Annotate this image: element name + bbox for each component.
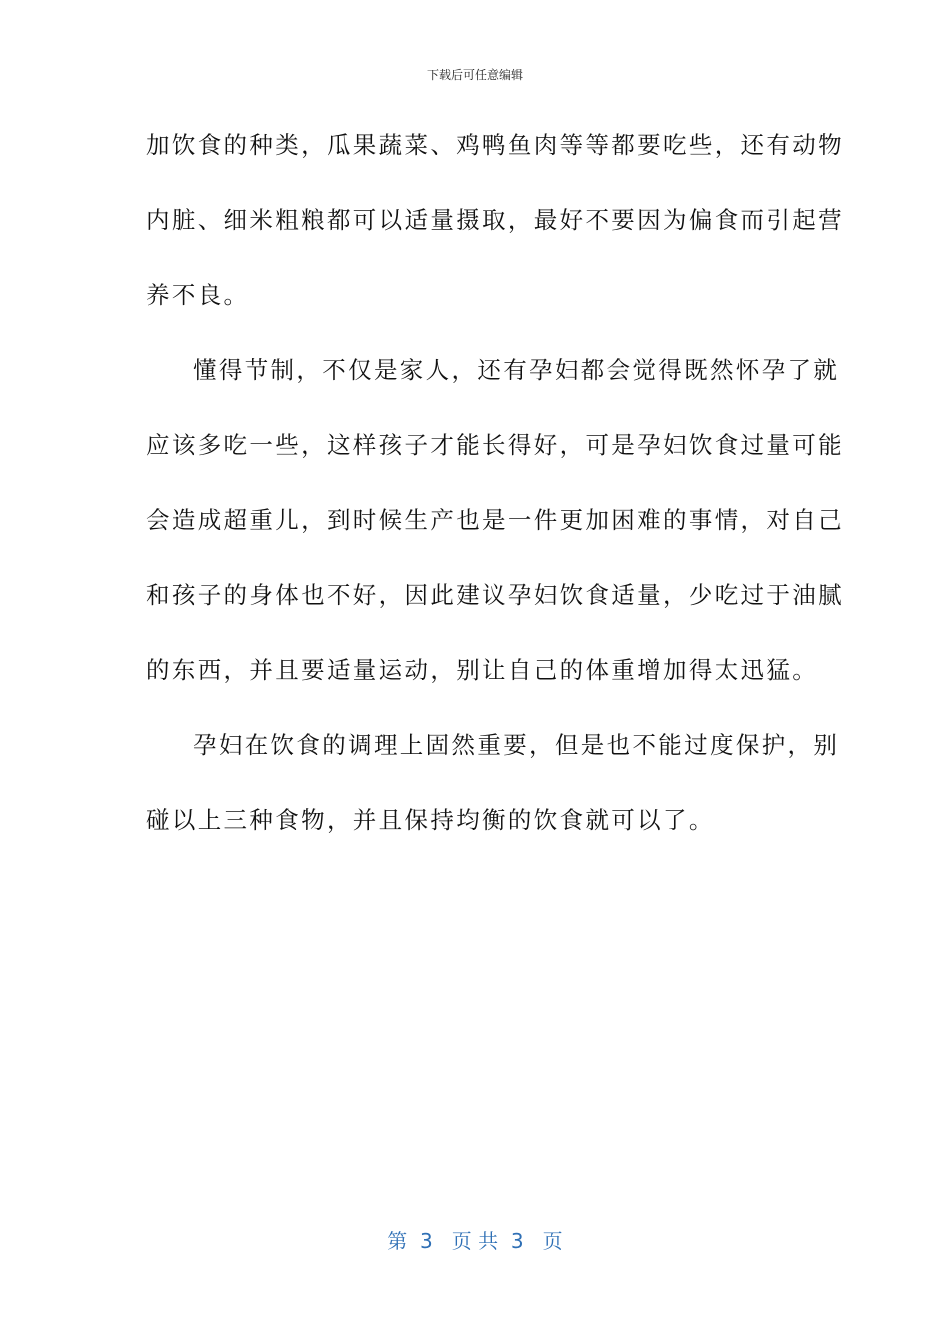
paragraph-start-line: 孕妇在饮食的调理上固然重要，但是也不能过度保护，别	[193, 731, 840, 759]
paragraph-start-line: 懂得节制，不仅是家人，还有孕妇都会觉得既然怀孕了就	[193, 356, 840, 384]
page-header: 下载后可任意编辑	[426, 68, 523, 82]
text-line: 的东西，并且要适量运动，别让自己的体重增加得太迅猛。	[146, 656, 819, 684]
text-line: 和孩子的身体也不好，因此建议孕妇饮食适量，少吃过于油腻	[146, 581, 844, 609]
text-line: 加饮食的种类，瓜果蔬菜、鸡鸭鱼肉等等都要吃些，还有动物	[146, 131, 844, 159]
text-line: 养不良。	[146, 281, 250, 309]
page-number-footer: 第 3 页 共 3 页	[387, 1229, 563, 1253]
text-line: 应该多吃一些，这样孩子才能长得好，可是孕妇饮食过量可能	[146, 431, 844, 459]
text-line: 会造成超重儿，到时候生产也是一件更加困难的事情，对自己	[146, 506, 844, 534]
text-line: 内脏、细米粗粮都可以适量摄取，最好不要因为偏食而引起营	[146, 206, 844, 234]
text-line: 碰以上三种食物，并且保持均衡的饮食就可以了。	[146, 806, 715, 834]
document-body	[146, 119, 844, 869]
